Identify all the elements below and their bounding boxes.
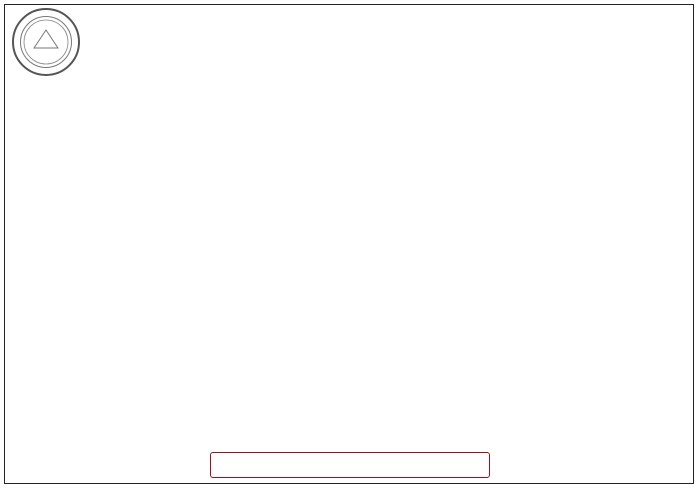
signature-banner bbox=[210, 452, 490, 478]
footer-dates bbox=[12, 426, 688, 448]
municipality-seal-icon bbox=[12, 8, 80, 76]
ad-frame bbox=[4, 4, 694, 484]
